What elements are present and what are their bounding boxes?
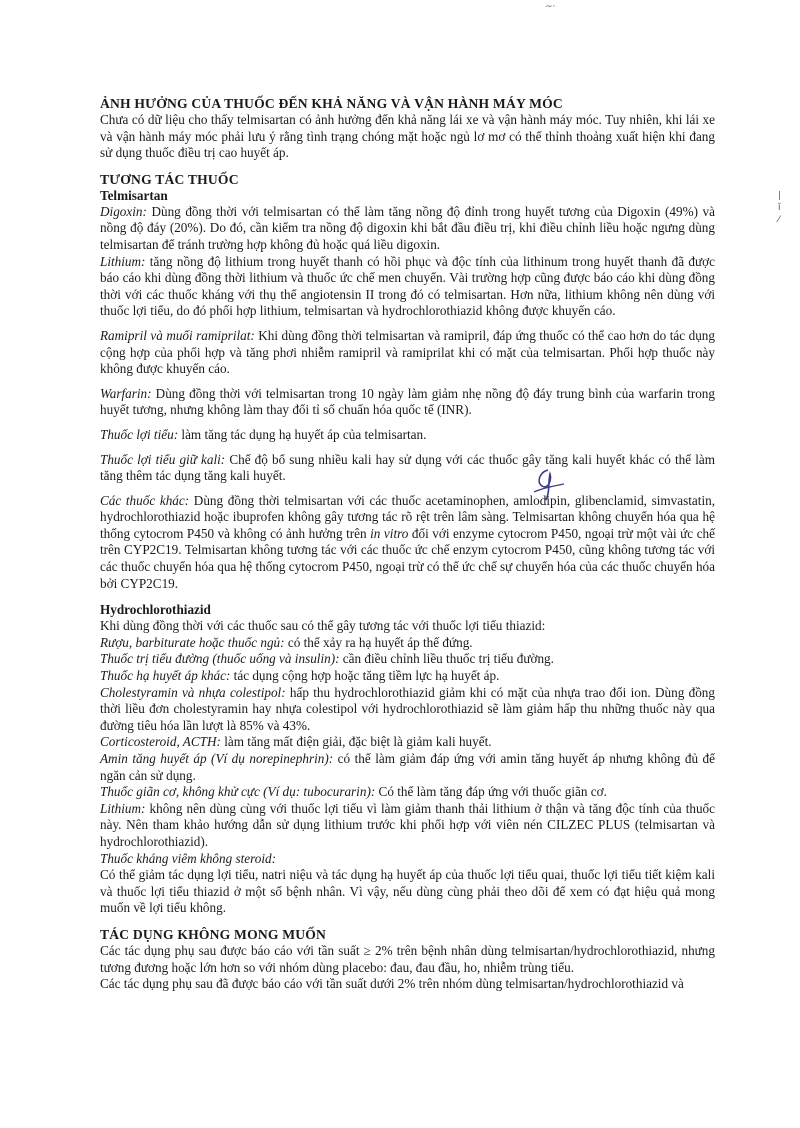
nsaid-text: Có thể giảm tác dụng lợi tiểu, natri niệu và tác dụng hạ huyết áp của thuốc lợi tiểu quai, thuốc lợi tiểu tiết kiệm kali và thuốc lợi tiểu thiazid ở một số bệnh nhân. Vì vậy, nếu dùng cùng phải theo dõi để xem có đạt hiệu quả mong muốn về lợi tiểu không. (100, 867, 715, 916)
resin-text: hấp thu hydrochlorothiazid giảm khi có mặt của nhựa trao đổi ion. Dùng đồng thời liều đơn cholestyramin hay nhựa colestipol với hydrochlorothiazid sẽ làm giảm hấp thu những thuốc này qua đường tiêu hóa lần lượt là 85% và 43%. (100, 684, 715, 733)
alcohol-text: có thể xảy ra hạ huyết áp thế đứng. (284, 634, 473, 650)
antidiabetic-text: cần điều chỉnh liều thuốc trị tiểu đường. (339, 651, 554, 667)
adverse-paragraph-1: Các tác dụng phụ sau được báo cáo với tần suất ≥ 2% trên bệnh nhân dùng telmisartan/hydrochlorothiazid, nhưng tương đương hoặc lớn hơn so với nhóm dùng placebo: đau, đau đầu, ho, nhiễm trùng tiểu. (100, 942, 715, 975)
driving-paragraph: Chưa có dữ liệu cho thấy telmisartan có ảnh hưởng đến khả năng lái xe và vận hành máy móc. Tuy nhiên, khi lái xe và vận hành máy móc phải lưu ý rằng tình trạng chóng mặt hoặc ngủ lơ mơ có thể thỉnh thoảng xuất hiện khi đang sử dụng thuốc điều trị cao huyết áp. (100, 112, 715, 161)
warfarin-label: Warfarin: (100, 385, 152, 401)
corticosteroid-text: làm tăng mất điện giải, đặc biệt là giảm kali huyết. (220, 734, 492, 750)
other-drugs-text-2: đối với enzyme cytocrom P450, ngoại trừ một vài ức chế trên CYP2C19. Telmisartan không tương tác với các thuốc ức chế enzym cytocrom P450, cũng không tương tác với các thuốc chuyển hóa qua hệ thống cytocrom P450, ngoại trừ có thể ức chế sự chuyển hóa của các thuốc chuyển hóa bởi CYP2C19. (100, 525, 715, 591)
hctz-lithium-text: không nên dùng cùng với thuốc lợi tiểu vì làm giảm thanh thải lithium ở thận và tăng độc tính của thuốc này. Nên tham khảo hướng dẫn sử dụng lithium trước khi phối hợp với viên nén CILZEC PLUS (telmisartan và hydrochlorothiazid). (100, 800, 715, 849)
resin-paragraph (100, 685, 715, 735)
other-drugs-text-1: Dùng đồng thời telmisartan với các thuốc acetaminophen, amlodipin, glibenclamid, simvastatin, hydrochlorothiazid hoặc ibuprofen không gây tương tác rõ rệt trên lâm sàng. Telmisartan không chuyển hóa qua hệ thống cytocrom P450 và không có ảnh hưởng trên (100, 492, 715, 541)
alcohol-paragraph (100, 635, 715, 652)
muscle-relaxant-paragraph (100, 784, 715, 801)
muscle-relaxant-label: Thuốc giãn cơ, không khử cực (Ví dụ: tubocurarin): (100, 784, 376, 800)
adverse-paragraph-2: Các tác dụng phụ sau đã được báo cáo với tần suất dưới 2% trên nhóm dùng telmisartan/hydrochlorothiazid và (100, 976, 684, 992)
digoxin-text: Dùng đồng thời với telmisartan có thể làm tăng nồng độ đỉnh trong huyết tương của Digoxin (49%) và nồng độ đáy (20%). Do đó, cần kiểm tra nồng độ digoxin khi bắt đầu điều trị, khi điều chỉnh liều hoặc ngưng dùng telmisartan để tránh trường hợp không đủ hoặc quá liều digoxin. (100, 203, 715, 252)
scan-mark-top: ~· (545, 2, 556, 12)
hctz-lithium-paragraph (100, 801, 715, 851)
in-vitro-term: in vitro (370, 525, 409, 541)
other-drugs-label: Các thuốc khác: (100, 492, 190, 508)
scan-mark-margin: | ǐ ⁄ (778, 191, 782, 225)
subheading-hydrochlorothiazid: Hydrochlorothiazid (100, 602, 211, 618)
lithium-label: Lithium: (100, 253, 146, 269)
corticosteroid-label: Corticosteroid, ACTH: (100, 734, 221, 750)
lithium-paragraph (100, 254, 715, 320)
diuretic-label: Thuốc lợi tiểu: (100, 426, 179, 442)
warfarin-paragraph (100, 386, 715, 419)
subheading-telmisartan: Telmisartan (100, 187, 168, 203)
lithium-text: tăng nồng độ lithium trong huyết thanh có hồi phục và độc tính của lithinum trong huyết thanh đã được báo cáo khi dùng đồng thời lithium và thuốc ức chế men chuyển. Vài trường hợp cũng được báo cáo khi dùng đồng thời với các thuốc kháng với thụ thể angiotensin II trong đó có telmisartan. Hơn nữa, lithium không nên dùng với thuốc lợi tiểu, do đó phối hợp lithium, telmisartan và hydrochlorothiazid không được khuyến cáo. (100, 253, 715, 319)
antidiabetic-paragraph (100, 651, 715, 668)
corticosteroid-paragraph (100, 734, 715, 751)
nsaid-label: Thuốc kháng viêm không steroid: (100, 850, 277, 866)
pressor-amine-text: có thể làm giảm đáp ứng với amin tăng huyết áp nhưng không đủ để ngăn cản sử dụng. (100, 751, 715, 783)
ksparing-paragraph (100, 452, 715, 485)
ramipril-text: Khi dùng đồng thời telmisartan và ramipril, đáp ứng thuốc có thể cao hơn do tác dụng cộng hợp của phối hợp và tăng phơi nhiễm ramipril và ramiprilat khi có mặt của telmisartan. Phối hợp thuốc này không được khuyến cáo. (100, 327, 715, 377)
antidiabetic-label: Thuốc trị tiểu đường (thuốc uống và insulin): (100, 651, 340, 667)
heading-driving: ẢNH HƯỞNG CỦA THUỐC ĐẾN KHẢ NĂNG VÀ VẬN HÀNH MÁY MÓC (100, 96, 563, 111)
resin-label: Cholestyramin và nhựa colestipol: (100, 684, 286, 700)
diuretic-paragraph (100, 427, 715, 444)
pressor-amine-paragraph (100, 751, 715, 784)
muscle-relaxant-text: Có thể làm tăng đáp ứng với thuốc giãn cơ. (375, 784, 607, 800)
ksparing-label: Thuốc lợi tiểu giữ kali: (100, 451, 226, 467)
alcohol-label: Rượu, barbiturate hoặc thuốc ngủ: (100, 634, 285, 650)
pressor-amine-label: Amin tăng huyết áp (Ví dụ norepinephrin): (100, 751, 334, 766)
heading-interactions: TƯƠNG TÁC THUỐC (100, 171, 239, 187)
hctz-intro: Khi dùng đồng thời với các thuốc sau có thể gây tương tác với thuốc lợi tiểu thiazid: (100, 618, 546, 634)
other-drugs-paragraph (100, 493, 715, 593)
digoxin-label: Digoxin: (100, 203, 147, 219)
antihypertensive-paragraph (100, 668, 715, 685)
diuretic-text: làm tăng tác dụng hạ huyết áp của telmisartan. (178, 426, 427, 442)
ksparing-text: Chế độ bổ sung nhiều kali hay sử dụng với các thuốc gây tăng kali huyết khác có thể làm tăng thêm tác dụng tăng kali huyết. (100, 451, 715, 484)
heading-adverse-effects: TÁC DỤNG KHÔNG MONG MUỐN (100, 926, 327, 942)
antihypertensive-label: Thuốc hạ huyết áp khác: (100, 668, 231, 684)
ramipril-paragraph (100, 328, 715, 378)
digoxin-paragraph (100, 204, 715, 254)
warfarin-text: Dùng đồng thời với telmisartan trong 10 ngày làm giảm nhẹ nồng độ đáy trung bình của warfarin trong huyết tương, nhưng không làm thay đổi tỉ số chuẩn hóa quốc tế (INR). (100, 385, 715, 418)
ramipril-label: Ramipril và muối ramiprilat: (100, 327, 255, 343)
antihypertensive-text: tác dụng cộng hợp hoặc tăng tiềm lực hạ huyết áp. (230, 668, 500, 684)
hctz-lithium-label: Lithium: (100, 800, 146, 816)
document-content (100, 96, 715, 993)
